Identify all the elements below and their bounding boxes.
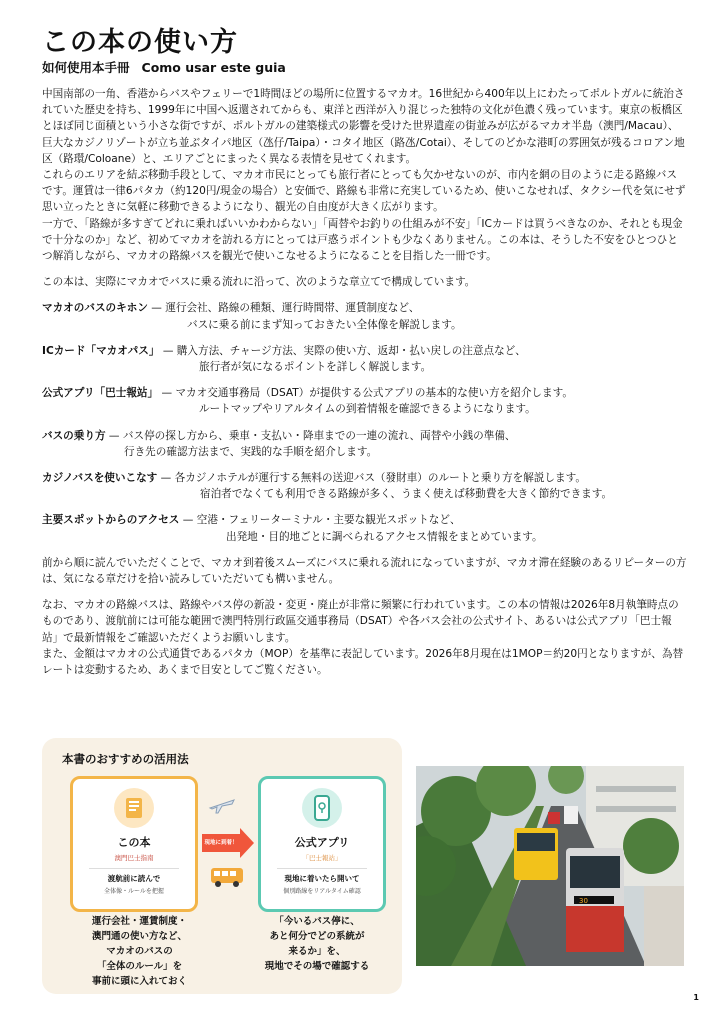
- app-card-sub: 「巴士報站」: [302, 854, 342, 862]
- book-card-line2: 全体像・ルールを把握: [104, 888, 164, 895]
- caption-line: 澳門通の使い方など、: [91, 931, 187, 942]
- chapter-desc-line1: バス停の探し方から、乗車・支払い・降車までの一連の流れ、両替や小銭の準備、: [122, 429, 516, 442]
- app-card-line1: 現地に着いたら開いて: [284, 874, 360, 883]
- smartphone-icon: [302, 788, 342, 828]
- book-icon: [114, 788, 154, 828]
- chapter-term: マカオのバスのキホン: [42, 302, 148, 315]
- chapter-term: 主要スポットからのアクセス: [42, 514, 180, 527]
- book-card-sub: 澳門巴士指南: [114, 854, 154, 862]
- chapter-desc-line2: 宿泊者でなくても利用できる路線が多く、うまく使えば移動費を大きく節約できます。: [200, 488, 613, 501]
- chapter-item: 主要スポットからのアクセス — 空港・フェリーターミナル・主要な観光スポットなど、 出発地・目的地ごとに調べられるアクセス情報をまとめています。: [42, 512, 687, 544]
- usage-panel-title: 本書のおすすめの活用法: [62, 752, 189, 766]
- intro-paragraph: 中国南部の一角、香港からバスやフェリーで1時間ほどの場所に位置するマカオ。16世紀から400年以上にわたってポルトガルに統治されていた歴史を持ち、1999年に中国へ返還されてからも、東洋と西洋が入り混じった独特の文化が色濃く残っています。東京の板橋区とほぼ同じ面積という小さな街ですが、ポルトガルの建築様式の影響を受けた世界遺産の街並みが広がるマカオ半島（澳門/Macau）、巨大なカジノリゾートが立ち並ぶタイパ地区（氹仔/Taipa）・コタイ地区（路氹/Cotai）、そしてのどかな港町の雰囲気が残るコロアン地区（路環/Coloane）と、エリアごとにまったく異なる表情を見せてくれます。: [42, 88, 685, 165]
- chapter-item: カジノバスを使いこなす — 各カジノホテルが運行する無料の送迎バス（發財車）のルートと乗り方を解説します。 宿泊者でなくても利用できる路線が多く、うまく使えば移動費を大きく節約できます。: [42, 470, 687, 502]
- book-card: [70, 776, 198, 912]
- bus-route-number: 30: [579, 897, 588, 905]
- chapter-item: マカオのバスのキホン — 運行会社、路線の種類、運行時間帯、運賃制度など、 バスに乗る前にまず知っておきたい全体像を解説します。: [42, 300, 687, 332]
- caption-right: [242, 914, 392, 974]
- disclaimer-paragraph: なお、マカオの路線バスは、路線やバス停の新設・変更・廃止が非常に頻繁に行われています。この本の情報は2026年8月執筆時点のものであり、渡航前には可能な範囲で澳門特別行政區交通事務局（DSAT）や各バス会社の公式サイト、あるいは公式アプリ「巴士報站」で最新情報をご確認いただくようお願いします。: [42, 599, 679, 644]
- chapter-desc-line2: 行き先の確認方法まで、実践的な手順を紹介します。: [124, 445, 378, 458]
- intro-paragraph: 一方で、「路線が多すぎてどれに乗ればいいかわからない」「両替やお釣りの仕組みが不安」「ICカードは買うべきなのか、それとも現金で十分なのか」など、初めてマカオを訪れる方にとっては戸惑うポイントも少なくありません。この本は、そうした不安をひとつひとつ解消しながら、マカオの路線バスを観光で使いこなせるようになることを目指した一冊です。: [42, 217, 683, 263]
- chapter-desc-line1: マカオ交通事務局（DSAT）が提供する公式アプリの基本的な使い方を紹介します。: [175, 387, 573, 400]
- caption-line: 事前に頭に入れておく: [91, 976, 187, 987]
- page-title: この本の使い方: [42, 27, 238, 58]
- caption-line: 来るか」を、: [288, 946, 346, 957]
- chapter-item: バスの乗り方 — バス停の探し方から、乗車・支払い・降車までの一連の流れ、両替や小銭の準備、 行き先の確認方法まで、実践的な手順を紹介します。: [42, 428, 687, 460]
- caption-line: 運行会社・運賃制度・: [91, 916, 187, 927]
- chapter-term: バスの乗り方: [42, 429, 106, 442]
- chapter-desc-line2: 旅行者が気になるポイントを詳しく解説します。: [199, 361, 432, 374]
- app-card-name: 公式アプリ: [294, 836, 350, 849]
- structure-intro: この本は、実際にマカオでバスに乗る流れに沿って、次のような章立てで構成しています。: [42, 276, 476, 289]
- caption-line: マカオのバスの: [106, 946, 173, 957]
- chapter-desc-line1: 各カジノホテルが運行する無料の送迎バス（發財車）のルートと乗り方を解説します。: [174, 472, 586, 485]
- disclaimer-paragraph: また、金額はマカオの公式通貨であるパタカ（MOP）を基準に表記しています。2026年8月現在は1MOP＝約20円となりますが、為替レートは変動するため、あくまで目安としてご覧ください。: [42, 647, 684, 677]
- caption-line: 「今いるバス停に、: [274, 916, 360, 927]
- street-bus-photo: [416, 766, 684, 966]
- chapter-desc-line1: 購入方法、チャージ方法、実際の使い方、返却・払い戻しの注意点など、: [176, 344, 526, 357]
- caption-left: [62, 914, 217, 989]
- page-subtitle: [42, 58, 286, 76]
- usage-panel: [42, 738, 402, 994]
- app-card: [258, 776, 386, 912]
- page-number: 1: [693, 993, 699, 1002]
- chapter-desc-line2: 出発地・目的地ごとに調べられるアクセス情報をまとめています。: [226, 530, 543, 543]
- chapter-desc-line1: 空港・フェリーターミナル・主要な観光スポットなど、: [196, 514, 461, 527]
- reading-note: 前から順に読んでいただくことで、マカオ到着後スムーズにバスに乗れる流れになっていますが、マカオ滞在経験のあるリピーターの方は、気になる章だけを拾い読みしていただいても構いません。: [42, 556, 687, 586]
- chapter-desc-line2: バスに乗る前にまず知っておきたい全体像を解説します。: [187, 318, 462, 331]
- arrow-head-icon: [240, 828, 254, 858]
- caption-line: 現地でその場で確認する: [264, 961, 370, 972]
- arrive-arrow: 現地に到着！: [202, 834, 240, 852]
- airplane-icon: [208, 794, 236, 820]
- chapter-item: ICカード「マカオパス」 — 購入方法、チャージ方法、実際の使い方、返却・払い戻しの注意点など、 旅行者が気になるポイントを詳しく解説します。: [42, 343, 687, 375]
- subtitle-portuguese: Como usar este guia: [141, 60, 286, 75]
- caption-line: 「全体のルール」を: [96, 961, 183, 972]
- chapter-desc-line1: 運行会社、路線の種類、運行時間帯、運賃制度など、: [165, 302, 420, 315]
- caption-line: あと何分でどの系統が: [269, 931, 365, 942]
- chapter-term: ICカード「マカオパス」: [42, 344, 160, 357]
- book-card-name: この本: [117, 836, 151, 849]
- book-card-line1: 渡航前に読んで: [107, 874, 161, 883]
- app-card-line2: 個別路線をリアルタイム確認: [283, 888, 361, 895]
- chapter-item: 公式アプリ「巴士報站」 — マカオ交通事務局（DSAT）が提供する公式アプリの基本的な使い方を紹介します。 ルートマップやリアルタイムの到着情報を確認できるようになります。: [42, 385, 687, 417]
- body-text: [42, 86, 687, 678]
- subtitle-chinese: 如何使用本手冊: [42, 60, 130, 75]
- chapter-term: 公式アプリ「巴士報站」: [42, 387, 159, 400]
- intro-paragraph: これらのエリアを結ぶ移動手段として、マカオ市民にとっても旅行者にとっても欠かせないのが、市内を網の目のように走る路線バスです。運賃は一律6パタカ（約120円/現金の場合）と安価で、路線も非常に充実しているため、使いこなせれば、タクシー代を気にせず思い立ったときに気軽に移動できるようになり、観光の自由度が大きく広がります。: [42, 169, 686, 214]
- chapter-desc-line2: ルートマップやリアルタイムの到着情報を確認できるようになります。: [199, 403, 536, 416]
- bus-icon: [210, 866, 244, 892]
- chapter-term: カジノバスを使いこなす: [42, 472, 158, 485]
